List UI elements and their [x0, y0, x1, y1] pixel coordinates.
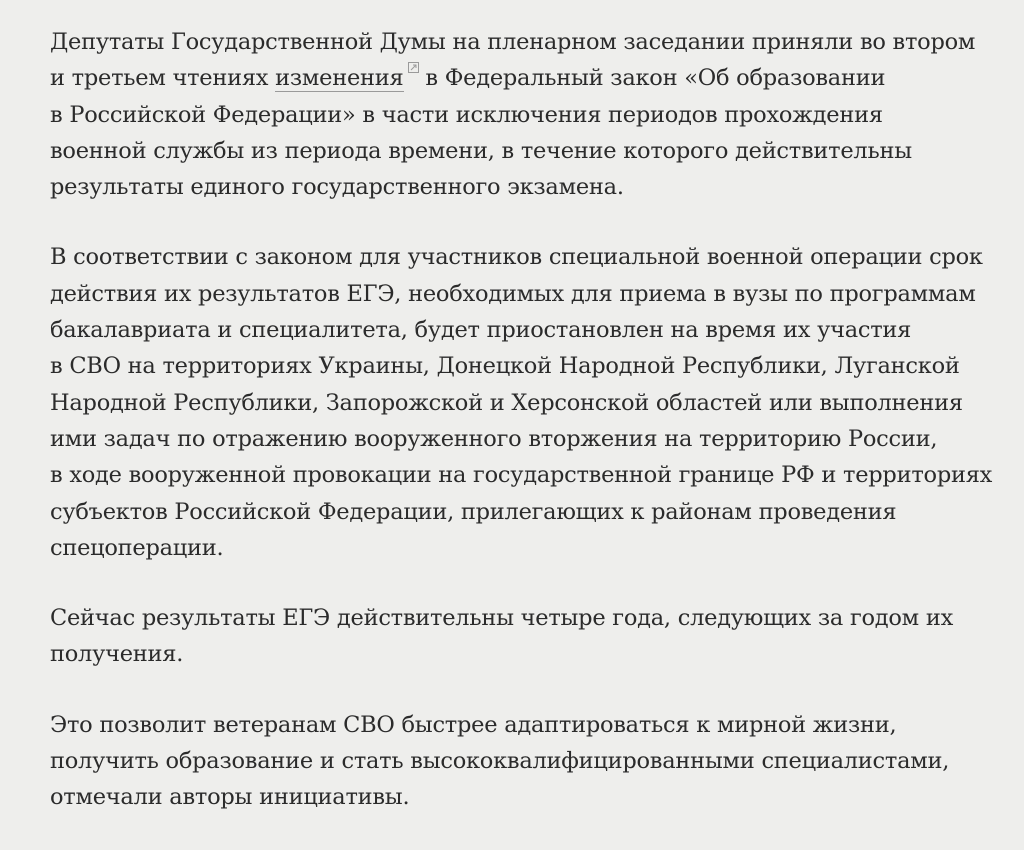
- paragraph-line: Народной Республики, Запорожской и Херсонской областей или выполнения: [50, 389, 963, 416]
- paragraph-2: [50, 239, 993, 566]
- article-body: [50, 24, 993, 850]
- paragraph-text: в Федеральный закон «Об образовании: [425, 65, 886, 92]
- paragraph-line: результаты единого государственного экзамена.: [50, 174, 624, 201]
- paragraph-line: спецоперации.: [50, 534, 224, 561]
- paragraph-line: Депутаты Государственной Думы на пленарном заседании приняли во втором: [50, 29, 976, 55]
- paragraph-4: [50, 707, 970, 816]
- paragraph-line: в Российской Федерации» в части исключения периодов прохождения: [50, 101, 883, 128]
- paragraph-line: военной службы из периода времени, в течение которого действительны: [50, 137, 912, 164]
- paragraph-line: субъектов Российской Федерации, прилегающих к районам проведения: [50, 498, 897, 525]
- paragraph-line: Сейчас результаты ЕГЭ действительны четыре года, следующих за годом их: [50, 605, 954, 632]
- paragraph-3: [50, 600, 970, 673]
- paragraph-line: бакалавриата и специалитета, будет приостановлен на время их участия: [50, 317, 912, 344]
- paragraph-line: отмечали авторы инициативы.: [50, 784, 410, 811]
- paragraph-line: получения.: [50, 641, 184, 668]
- paragraph-text: и третьем чтениях: [50, 65, 269, 92]
- paragraph-line: ими задач по отражению вооруженного вторжения на территорию России,: [50, 425, 938, 452]
- paragraph-line: действия их результатов ЕГЭ, необходимых для приема в вузы по программам: [50, 280, 976, 307]
- external-link-icon[interactable]: [408, 62, 419, 73]
- paragraph-line: получить образование и стать высококвалифицированными специалистами,: [50, 748, 950, 775]
- amendments-link[interactable]: изменения: [275, 65, 404, 92]
- paragraph-line: В соответствии с законом для участников специальной военной операции срок: [50, 244, 983, 271]
- paragraph-line: Это позволит ветеранам СВО быстрее адаптироваться к мирной жизни,: [50, 711, 897, 738]
- paragraph-line-with-link: [50, 60, 970, 96]
- paragraph-line: в СВО на территориях Украины, Донецкой Народной Республики, Луганской: [50, 353, 960, 380]
- paragraph-1: [50, 24, 976, 205]
- paragraph-line: в ходе вооруженной провокации на государственной границе РФ и территориях: [50, 462, 993, 489]
